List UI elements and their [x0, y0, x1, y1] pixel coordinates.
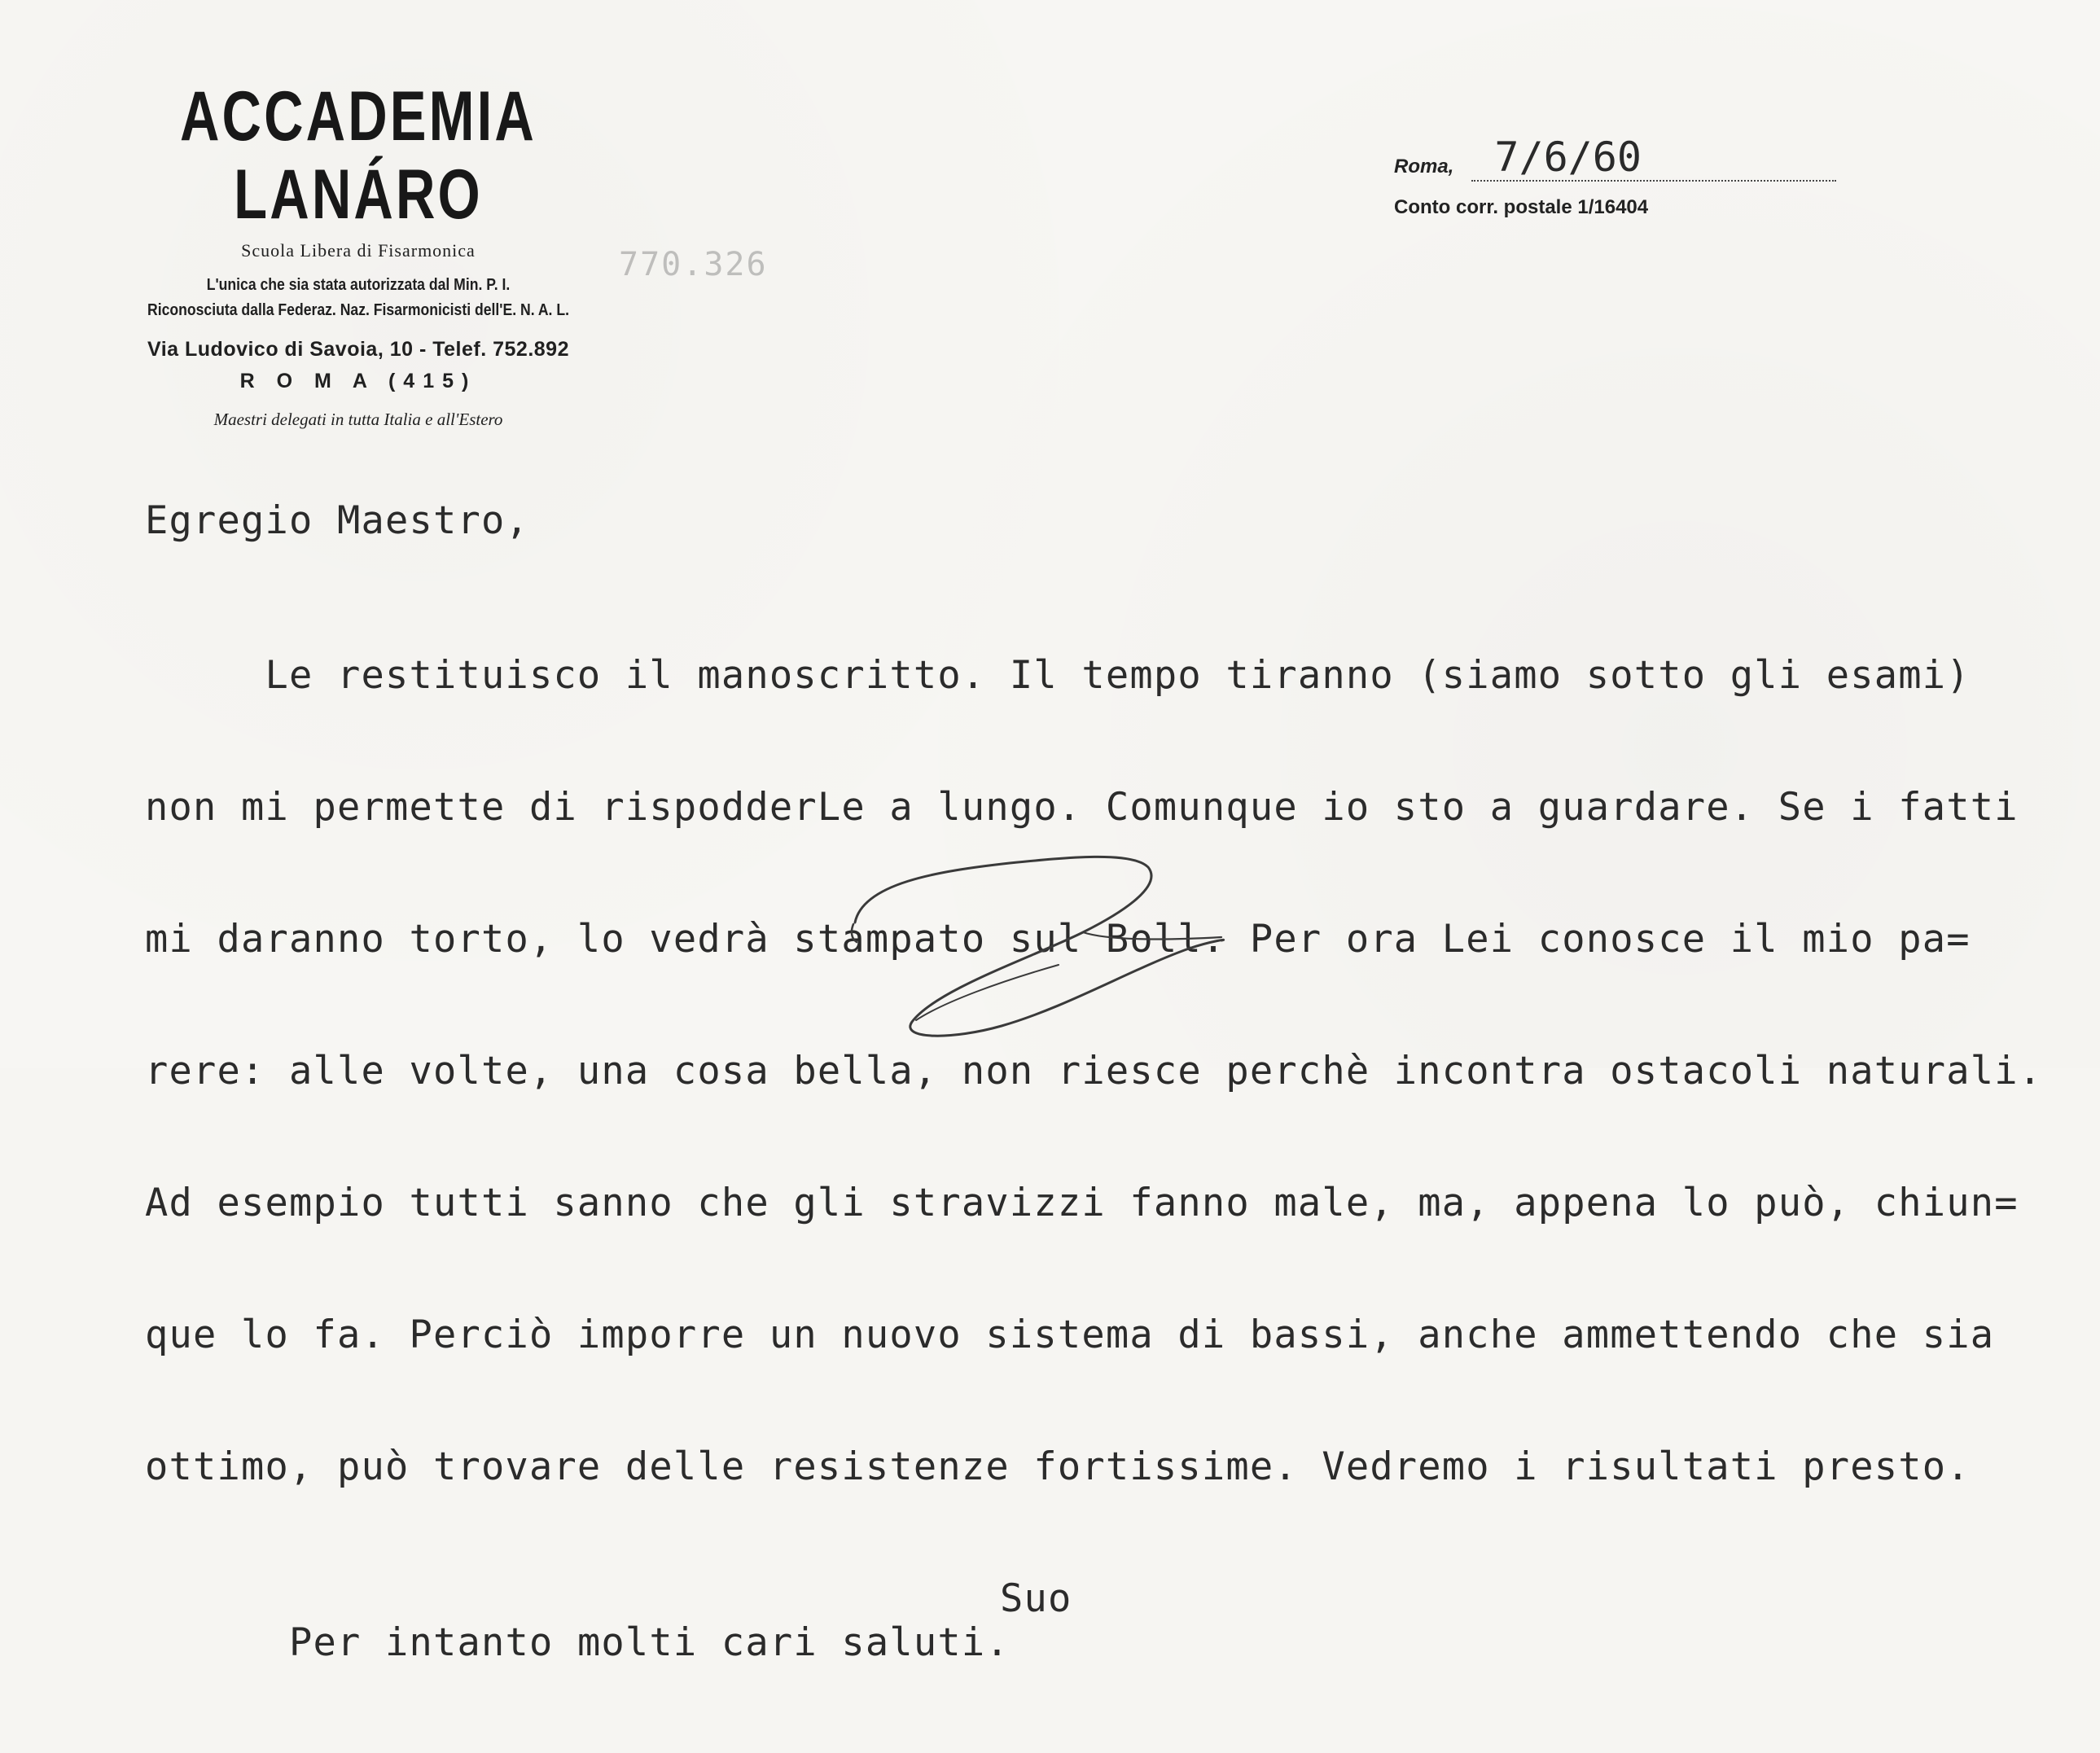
body-line: que lo fa. Perciò imporre un nuovo sistema di bassi, anche ammettendo che sia — [145, 1313, 1995, 1357]
body-line: mi daranno torto, lo vedrà stampato sul Boll. Per ora Lei conosce il mio pa= — [145, 917, 1971, 962]
authorization-line: L'unica che sia stata autorizzata dal Min. P. I. — [206, 276, 511, 294]
letter-date: 7/6/60 — [1471, 134, 1836, 182]
date-block — [1394, 134, 1836, 219]
school-subtitle: Scuola Libera di Fisarmonica — [241, 240, 476, 261]
handwritten-signature — [839, 826, 1238, 1046]
postal-account: Conto corr. postale 1/16404 — [1394, 196, 1649, 218]
date-row — [1394, 134, 1836, 182]
body-line: ottimo, può trovare delle resistenze fortissime. Vedremo i risultati presto. — [145, 1444, 1971, 1489]
address-line: Via Ludovico di Savoia, 10 - Telef. 752.892 — [147, 338, 569, 361]
closing-line — [145, 1576, 2083, 1665]
recognition-line: Riconosciuta dalla Federaz. Naz. Fisarmonicisti dell'E. N. A. L. — [147, 301, 569, 319]
letter-body — [145, 411, 2083, 1709]
faded-stamp-number: 770.326 — [619, 246, 768, 283]
salutation: Egregio Maestro, — [145, 498, 529, 543]
body-line: Le restituisco il manoscritto. Il tempo tiranno (siamo sotto gli esami) — [145, 653, 1971, 698]
closing-text: Per intanto molti cari saluti. — [288, 1620, 1010, 1665]
place-label: Roma, — [1394, 156, 1454, 177]
closing-word: Suo — [1000, 1576, 1072, 1621]
letterhead — [90, 77, 627, 430]
delegates-line: Maestri delegati in tutta Italia e all'Estero — [213, 410, 503, 429]
organization-name: ACCADEMIA LANÁRO — [179, 77, 537, 234]
body-line: rere: alle volte, una cosa bella, non riesce perchè incontra ostacoli naturali. — [145, 1049, 2043, 1093]
city-line: R O M A (415) — [239, 370, 477, 392]
body-line: non mi permette di rispodderLe a lungo. Comunque io sto a guardare. Se i fatti — [145, 785, 2019, 830]
body-line: Ad esempio tutti sanno che gli stravizzi fanno male, ma, appena lo può, chiun= — [145, 1181, 2019, 1225]
